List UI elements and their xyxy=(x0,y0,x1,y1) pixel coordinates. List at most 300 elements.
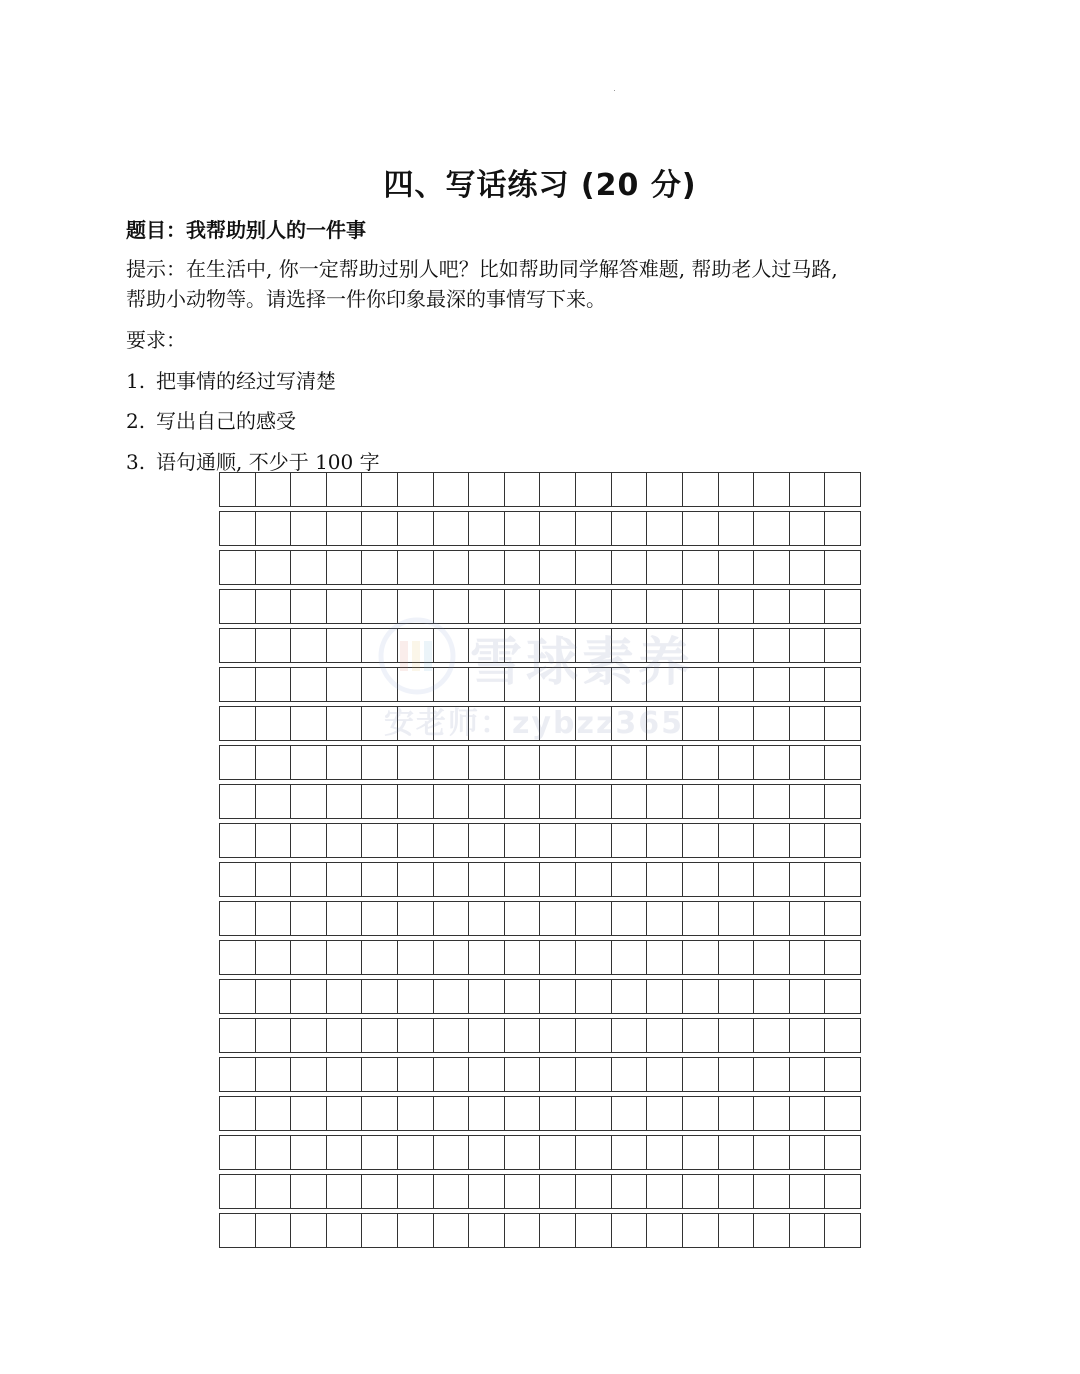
grid-cell[interactable] xyxy=(504,785,540,818)
grid-cell[interactable] xyxy=(611,707,647,740)
grid-cell[interactable] xyxy=(718,863,754,896)
grid-cell[interactable] xyxy=(290,1136,326,1169)
grid-cell[interactable] xyxy=(433,824,469,857)
grid-cell[interactable] xyxy=(682,941,718,974)
grid-cell[interactable] xyxy=(433,1019,469,1052)
grid-cell[interactable] xyxy=(718,1058,754,1091)
grid-cell[interactable] xyxy=(646,707,682,740)
grid-cell[interactable] xyxy=(753,590,789,623)
grid-cell[interactable] xyxy=(290,512,326,545)
grid-cell[interactable] xyxy=(504,707,540,740)
grid-cell[interactable] xyxy=(682,746,718,779)
grid-cell[interactable] xyxy=(361,668,397,701)
grid-cell[interactable] xyxy=(361,629,397,662)
grid-cell[interactable] xyxy=(539,1019,575,1052)
grid-cell[interactable] xyxy=(255,824,291,857)
grid-cell[interactable] xyxy=(433,473,469,506)
grid-cell[interactable] xyxy=(220,629,255,662)
grid-cell[interactable] xyxy=(824,1019,860,1052)
grid-cell[interactable] xyxy=(504,629,540,662)
grid-cell[interactable] xyxy=(255,707,291,740)
grid-cell[interactable] xyxy=(468,1136,504,1169)
grid-cell[interactable] xyxy=(255,590,291,623)
grid-cell[interactable] xyxy=(220,746,255,779)
grid-cell[interactable] xyxy=(504,863,540,896)
grid-cell[interactable] xyxy=(789,707,825,740)
grid-cell[interactable] xyxy=(468,1214,504,1247)
grid-cell[interactable] xyxy=(397,551,433,584)
grid-cell[interactable] xyxy=(397,941,433,974)
grid-cell[interactable] xyxy=(646,746,682,779)
grid-cell[interactable] xyxy=(789,824,825,857)
grid-cell[interactable] xyxy=(433,980,469,1013)
grid-cell[interactable] xyxy=(753,1175,789,1208)
grid-cell[interactable] xyxy=(539,1175,575,1208)
grid-cell[interactable] xyxy=(575,785,611,818)
grid-cell[interactable] xyxy=(326,668,362,701)
grid-cell[interactable] xyxy=(789,1136,825,1169)
grid-cell[interactable] xyxy=(646,1214,682,1247)
grid-cell[interactable] xyxy=(220,668,255,701)
grid-cell[interactable] xyxy=(361,980,397,1013)
grid-cell[interactable] xyxy=(326,1214,362,1247)
grid-cell[interactable] xyxy=(361,902,397,935)
grid-cell[interactable] xyxy=(468,629,504,662)
grid-cell[interactable] xyxy=(255,668,291,701)
grid-cell[interactable] xyxy=(468,1097,504,1130)
grid-cell[interactable] xyxy=(824,1136,860,1169)
grid-cell[interactable] xyxy=(290,863,326,896)
grid-cell[interactable] xyxy=(220,1097,255,1130)
grid-cell[interactable] xyxy=(753,1136,789,1169)
grid-cell[interactable] xyxy=(646,629,682,662)
grid-cell[interactable] xyxy=(361,824,397,857)
grid-cell[interactable] xyxy=(255,1214,291,1247)
grid-cell[interactable] xyxy=(220,551,255,584)
grid-cell[interactable] xyxy=(361,1214,397,1247)
grid-cell[interactable] xyxy=(290,1175,326,1208)
grid-cell[interactable] xyxy=(753,863,789,896)
grid-cell[interactable] xyxy=(433,863,469,896)
grid-cell[interactable] xyxy=(611,824,647,857)
grid-cell[interactable] xyxy=(682,1175,718,1208)
grid-cell[interactable] xyxy=(361,473,397,506)
grid-cell[interactable] xyxy=(397,512,433,545)
grid-cell[interactable] xyxy=(718,1175,754,1208)
grid-cell[interactable] xyxy=(718,1136,754,1169)
grid-cell[interactable] xyxy=(397,1175,433,1208)
grid-cell[interactable] xyxy=(326,1097,362,1130)
grid-cell[interactable] xyxy=(397,863,433,896)
grid-cell[interactable] xyxy=(611,512,647,545)
grid-cell[interactable] xyxy=(753,1214,789,1247)
grid-cell[interactable] xyxy=(397,1058,433,1091)
grid-cell[interactable] xyxy=(220,1019,255,1052)
grid-cell[interactable] xyxy=(646,1097,682,1130)
grid-cell[interactable] xyxy=(646,941,682,974)
grid-cell[interactable] xyxy=(290,668,326,701)
grid-cell[interactable] xyxy=(255,1136,291,1169)
grid-cell[interactable] xyxy=(753,512,789,545)
grid-cell[interactable] xyxy=(504,824,540,857)
grid-cell[interactable] xyxy=(575,902,611,935)
grid-cell[interactable] xyxy=(611,1136,647,1169)
grid-cell[interactable] xyxy=(682,785,718,818)
grid-cell[interactable] xyxy=(611,473,647,506)
grid-cell[interactable] xyxy=(397,707,433,740)
grid-cell[interactable] xyxy=(824,551,860,584)
grid-cell[interactable] xyxy=(397,746,433,779)
grid-cell[interactable] xyxy=(255,746,291,779)
grid-cell[interactable] xyxy=(539,707,575,740)
grid-cell[interactable] xyxy=(789,1019,825,1052)
grid-cell[interactable] xyxy=(753,980,789,1013)
grid-cell[interactable] xyxy=(220,1058,255,1091)
grid-cell[interactable] xyxy=(290,1058,326,1091)
grid-cell[interactable] xyxy=(397,590,433,623)
grid-cell[interactable] xyxy=(504,941,540,974)
grid-cell[interactable] xyxy=(255,941,291,974)
grid-cell[interactable] xyxy=(504,1019,540,1052)
grid-cell[interactable] xyxy=(290,980,326,1013)
grid-cell[interactable] xyxy=(753,707,789,740)
grid-cell[interactable] xyxy=(753,824,789,857)
grid-cell[interactable] xyxy=(539,1214,575,1247)
grid-cell[interactable] xyxy=(326,1019,362,1052)
grid-cell[interactable] xyxy=(504,746,540,779)
grid-cell[interactable] xyxy=(824,746,860,779)
grid-cell[interactable] xyxy=(824,785,860,818)
grid-cell[interactable] xyxy=(326,1058,362,1091)
grid-cell[interactable] xyxy=(255,1019,291,1052)
grid-cell[interactable] xyxy=(290,1019,326,1052)
grid-cell[interactable] xyxy=(504,668,540,701)
grid-cell[interactable] xyxy=(220,941,255,974)
grid-cell[interactable] xyxy=(611,902,647,935)
writing-grid[interactable] xyxy=(219,472,861,1252)
grid-cell[interactable] xyxy=(326,707,362,740)
grid-cell[interactable] xyxy=(255,629,291,662)
grid-cell[interactable] xyxy=(539,1097,575,1130)
grid-cell[interactable] xyxy=(433,629,469,662)
grid-cell[interactable] xyxy=(397,824,433,857)
grid-cell[interactable] xyxy=(824,512,860,545)
grid-cell[interactable] xyxy=(646,980,682,1013)
grid-cell[interactable] xyxy=(326,863,362,896)
grid-cell[interactable] xyxy=(789,1175,825,1208)
grid-cell[interactable] xyxy=(789,863,825,896)
grid-cell[interactable] xyxy=(611,941,647,974)
grid-cell[interactable] xyxy=(611,1214,647,1247)
grid-cell[interactable] xyxy=(397,1097,433,1130)
grid-cell[interactable] xyxy=(575,1097,611,1130)
grid-cell[interactable] xyxy=(255,1175,291,1208)
grid-cell[interactable] xyxy=(504,512,540,545)
grid-cell[interactable] xyxy=(468,512,504,545)
grid-cell[interactable] xyxy=(824,1097,860,1130)
grid-cell[interactable] xyxy=(220,863,255,896)
grid-cell[interactable] xyxy=(824,590,860,623)
grid-cell[interactable] xyxy=(397,980,433,1013)
grid-cell[interactable] xyxy=(611,629,647,662)
grid-cell[interactable] xyxy=(539,980,575,1013)
grid-cell[interactable] xyxy=(646,590,682,623)
grid-cell[interactable] xyxy=(718,1019,754,1052)
grid-cell[interactable] xyxy=(575,1019,611,1052)
grid-cell[interactable] xyxy=(789,473,825,506)
grid-cell[interactable] xyxy=(433,512,469,545)
grid-cell[interactable] xyxy=(326,941,362,974)
grid-cell[interactable] xyxy=(326,785,362,818)
grid-cell[interactable] xyxy=(539,590,575,623)
grid-cell[interactable] xyxy=(646,824,682,857)
grid-cell[interactable] xyxy=(220,980,255,1013)
grid-cell[interactable] xyxy=(611,590,647,623)
grid-cell[interactable] xyxy=(646,902,682,935)
grid-cell[interactable] xyxy=(789,551,825,584)
grid-cell[interactable] xyxy=(433,941,469,974)
grid-cell[interactable] xyxy=(397,1019,433,1052)
grid-cell[interactable] xyxy=(468,473,504,506)
grid-cell[interactable] xyxy=(539,629,575,662)
grid-cell[interactable] xyxy=(824,707,860,740)
grid-cell[interactable] xyxy=(397,785,433,818)
grid-cell[interactable] xyxy=(575,473,611,506)
grid-cell[interactable] xyxy=(290,590,326,623)
grid-cell[interactable] xyxy=(539,941,575,974)
grid-cell[interactable] xyxy=(611,1058,647,1091)
grid-cell[interactable] xyxy=(718,707,754,740)
grid-cell[interactable] xyxy=(220,1214,255,1247)
grid-cell[interactable] xyxy=(361,1175,397,1208)
grid-cell[interactable] xyxy=(220,785,255,818)
grid-cell[interactable] xyxy=(682,512,718,545)
grid-cell[interactable] xyxy=(682,1019,718,1052)
grid-cell[interactable] xyxy=(539,824,575,857)
grid-cell[interactable] xyxy=(824,1214,860,1247)
grid-cell[interactable] xyxy=(789,668,825,701)
grid-cell[interactable] xyxy=(361,707,397,740)
grid-cell[interactable] xyxy=(539,1058,575,1091)
grid-cell[interactable] xyxy=(753,551,789,584)
grid-cell[interactable] xyxy=(824,863,860,896)
grid-cell[interactable] xyxy=(433,1214,469,1247)
grid-cell[interactable] xyxy=(611,863,647,896)
grid-cell[interactable] xyxy=(575,941,611,974)
grid-cell[interactable] xyxy=(361,1136,397,1169)
grid-cell[interactable] xyxy=(468,746,504,779)
grid-cell[interactable] xyxy=(718,512,754,545)
grid-cell[interactable] xyxy=(753,1019,789,1052)
grid-cell[interactable] xyxy=(753,629,789,662)
grid-cell[interactable] xyxy=(539,668,575,701)
grid-cell[interactable] xyxy=(504,1136,540,1169)
grid-cell[interactable] xyxy=(326,746,362,779)
grid-cell[interactable] xyxy=(646,1136,682,1169)
grid-cell[interactable] xyxy=(575,746,611,779)
grid-cell[interactable] xyxy=(789,746,825,779)
grid-cell[interactable] xyxy=(682,551,718,584)
grid-cell[interactable] xyxy=(575,863,611,896)
grid-cell[interactable] xyxy=(646,551,682,584)
grid-cell[interactable] xyxy=(789,590,825,623)
grid-cell[interactable] xyxy=(468,707,504,740)
grid-cell[interactable] xyxy=(468,551,504,584)
grid-cell[interactable] xyxy=(326,902,362,935)
grid-cell[interactable] xyxy=(646,1175,682,1208)
grid-cell[interactable] xyxy=(753,473,789,506)
grid-cell[interactable] xyxy=(789,1097,825,1130)
grid-cell[interactable] xyxy=(361,863,397,896)
grid-cell[interactable] xyxy=(433,1097,469,1130)
grid-cell[interactable] xyxy=(220,473,255,506)
grid-cell[interactable] xyxy=(789,629,825,662)
grid-cell[interactable] xyxy=(290,551,326,584)
grid-cell[interactable] xyxy=(789,785,825,818)
grid-cell[interactable] xyxy=(824,980,860,1013)
grid-cell[interactable] xyxy=(290,785,326,818)
grid-cell[interactable] xyxy=(646,473,682,506)
grid-cell[interactable] xyxy=(504,1058,540,1091)
grid-cell[interactable] xyxy=(646,785,682,818)
grid-cell[interactable] xyxy=(397,668,433,701)
grid-cell[interactable] xyxy=(326,473,362,506)
grid-cell[interactable] xyxy=(397,629,433,662)
grid-cell[interactable] xyxy=(361,512,397,545)
grid-cell[interactable] xyxy=(290,1214,326,1247)
grid-cell[interactable] xyxy=(326,1175,362,1208)
grid-cell[interactable] xyxy=(539,512,575,545)
grid-cell[interactable] xyxy=(611,551,647,584)
grid-cell[interactable] xyxy=(255,863,291,896)
grid-cell[interactable] xyxy=(468,1058,504,1091)
grid-cell[interactable] xyxy=(468,980,504,1013)
grid-cell[interactable] xyxy=(433,785,469,818)
grid-cell[interactable] xyxy=(504,1214,540,1247)
grid-cell[interactable] xyxy=(220,590,255,623)
grid-cell[interactable] xyxy=(575,1136,611,1169)
grid-cell[interactable] xyxy=(468,668,504,701)
grid-cell[interactable] xyxy=(824,1058,860,1091)
grid-cell[interactable] xyxy=(824,668,860,701)
grid-cell[interactable] xyxy=(220,1175,255,1208)
grid-cell[interactable] xyxy=(611,1097,647,1130)
grid-cell[interactable] xyxy=(789,941,825,974)
grid-cell[interactable] xyxy=(718,473,754,506)
grid-cell[interactable] xyxy=(539,746,575,779)
grid-cell[interactable] xyxy=(682,824,718,857)
grid-cell[interactable] xyxy=(220,1136,255,1169)
grid-cell[interactable] xyxy=(468,824,504,857)
grid-cell[interactable] xyxy=(468,1175,504,1208)
grid-cell[interactable] xyxy=(611,746,647,779)
grid-cell[interactable] xyxy=(824,629,860,662)
grid-cell[interactable] xyxy=(361,746,397,779)
grid-cell[interactable] xyxy=(255,1097,291,1130)
grid-cell[interactable] xyxy=(682,629,718,662)
grid-cell[interactable] xyxy=(468,785,504,818)
grid-cell[interactable] xyxy=(682,707,718,740)
grid-cell[interactable] xyxy=(682,980,718,1013)
grid-cell[interactable] xyxy=(753,941,789,974)
grid-cell[interactable] xyxy=(220,902,255,935)
grid-cell[interactable] xyxy=(789,1214,825,1247)
grid-cell[interactable] xyxy=(824,824,860,857)
grid-cell[interactable] xyxy=(326,980,362,1013)
grid-cell[interactable] xyxy=(290,1097,326,1130)
grid-cell[interactable] xyxy=(646,668,682,701)
grid-cell[interactable] xyxy=(468,902,504,935)
grid-cell[interactable] xyxy=(824,1175,860,1208)
grid-cell[interactable] xyxy=(255,512,291,545)
grid-cell[interactable] xyxy=(611,980,647,1013)
grid-cell[interactable] xyxy=(468,941,504,974)
grid-cell[interactable] xyxy=(433,707,469,740)
grid-cell[interactable] xyxy=(682,902,718,935)
grid-cell[interactable] xyxy=(575,590,611,623)
grid-cell[interactable] xyxy=(433,746,469,779)
grid-cell[interactable] xyxy=(575,551,611,584)
grid-cell[interactable] xyxy=(718,668,754,701)
grid-cell[interactable] xyxy=(611,1019,647,1052)
grid-cell[interactable] xyxy=(433,1058,469,1091)
grid-cell[interactable] xyxy=(326,551,362,584)
grid-cell[interactable] xyxy=(539,785,575,818)
grid-cell[interactable] xyxy=(718,941,754,974)
grid-cell[interactable] xyxy=(326,629,362,662)
grid-cell[interactable] xyxy=(718,902,754,935)
grid-cell[interactable] xyxy=(682,1136,718,1169)
grid-cell[interactable] xyxy=(646,863,682,896)
grid-cell[interactable] xyxy=(326,512,362,545)
grid-cell[interactable] xyxy=(361,1058,397,1091)
grid-cell[interactable] xyxy=(539,1136,575,1169)
grid-cell[interactable] xyxy=(575,1175,611,1208)
grid-cell[interactable] xyxy=(290,902,326,935)
grid-cell[interactable] xyxy=(789,512,825,545)
grid-cell[interactable] xyxy=(575,1214,611,1247)
grid-cell[interactable] xyxy=(718,746,754,779)
grid-cell[interactable] xyxy=(646,1019,682,1052)
grid-cell[interactable] xyxy=(433,551,469,584)
grid-cell[interactable] xyxy=(575,629,611,662)
grid-cell[interactable] xyxy=(255,473,291,506)
grid-cell[interactable] xyxy=(539,902,575,935)
grid-cell[interactable] xyxy=(290,824,326,857)
grid-cell[interactable] xyxy=(361,941,397,974)
grid-cell[interactable] xyxy=(361,551,397,584)
grid-cell[interactable] xyxy=(575,1058,611,1091)
grid-cell[interactable] xyxy=(397,1136,433,1169)
grid-cell[interactable] xyxy=(433,668,469,701)
grid-cell[interactable] xyxy=(611,668,647,701)
grid-cell[interactable] xyxy=(682,473,718,506)
grid-cell[interactable] xyxy=(682,1214,718,1247)
grid-cell[interactable] xyxy=(361,785,397,818)
grid-cell[interactable] xyxy=(718,1214,754,1247)
grid-cell[interactable] xyxy=(255,785,291,818)
grid-cell[interactable] xyxy=(433,1175,469,1208)
grid-cell[interactable] xyxy=(789,980,825,1013)
grid-cell[interactable] xyxy=(575,824,611,857)
grid-cell[interactable] xyxy=(753,746,789,779)
grid-cell[interactable] xyxy=(255,1058,291,1091)
grid-cell[interactable] xyxy=(290,473,326,506)
grid-cell[interactable] xyxy=(255,551,291,584)
grid-cell[interactable] xyxy=(504,590,540,623)
grid-cell[interactable] xyxy=(575,668,611,701)
grid-cell[interactable] xyxy=(718,785,754,818)
